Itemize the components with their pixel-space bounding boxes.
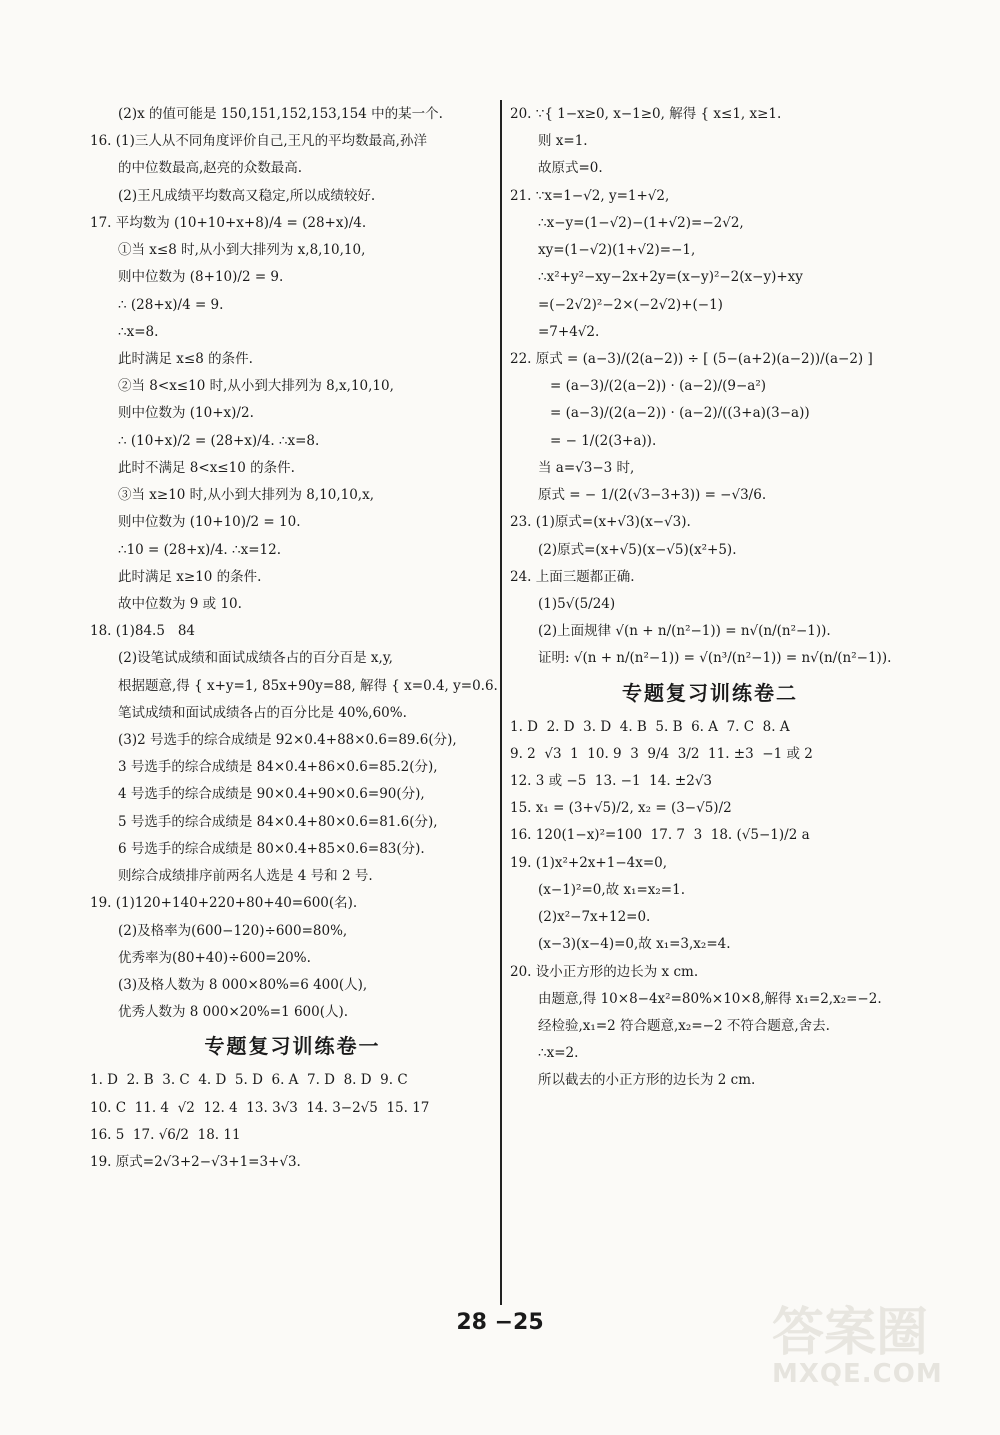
answer-line: =7+4√2. <box>538 323 600 340</box>
answer-line: 20. ∵{ 1−x≥0, x−1≥0, 解得 { x≤1, x≥1. <box>510 106 782 122</box>
left-column <box>90 100 498 1175</box>
answer-line: (3)2 号选手的综合成绩是 92×0.4+88×0.6=89.6(分), <box>118 732 457 749</box>
answer-line: (x−3)(x−4)=0,故 x₁=3,x₂=4. <box>538 936 731 953</box>
answer-line: ③当 x≥10 时,从小到大排列为 8,10,10,x, <box>118 487 374 504</box>
answer-line: 15. x₁ = (3+√5)/2, x₂ = (3−√5)/2 <box>510 800 732 817</box>
column-divider <box>500 100 502 1305</box>
answer-line: 1. D 2. B 3. C 4. D 5. D 6. A 7. D 8. D 9. C <box>90 1072 408 1089</box>
answer-line: 23. (1)原式=(x+√3)(x−√3). <box>510 514 691 531</box>
answer-line: 19. 原式=2√3+2−√3+1=3+√3. <box>90 1154 301 1171</box>
answer-line: 则 x=1. <box>538 133 588 150</box>
answer-line: 当 a=√3−3 时, <box>538 459 635 476</box>
answer-line: 此时满足 x≥10 的条件. <box>118 568 262 585</box>
watermark-site: MXQE.COM <box>772 1359 943 1389</box>
answer-line: ∴x=8. <box>118 323 159 340</box>
answer-line: 3 号选手的综合成绩是 84×0.4+86×0.6=85.2(分), <box>118 759 438 776</box>
answer-line: =(−2√2)²−2×(−2√2)+(−1) <box>538 296 723 313</box>
answer-line: 笔试成绩和面试成绩各占的百分比是 40%,60%. <box>118 704 407 721</box>
answer-line: 故原式=0. <box>538 160 603 177</box>
answer-line: 原式 = − 1/(2(√3−3+3)) = −√3/6. <box>538 487 767 504</box>
answer-line: 则中位数为 (10+10)/2 = 10. <box>118 514 301 531</box>
answer-line: ∴x−y=(1−√2)−(1+√2)=−2√2, <box>538 214 744 231</box>
answer-line: 19. (1)120+140+220+80+40=600(名). <box>90 895 358 912</box>
answer-line: 17. 平均数为 (10+10+x+8)/4 = (28+x)/4. <box>90 214 367 231</box>
answer-line: (2)王凡成绩平均数高又稳定,所以成绩较好. <box>118 187 376 204</box>
answer-line: 由题意,得 10×8−4x²=80%×10×8,解得 x₁=2,x₂=−2. <box>538 990 882 1007</box>
answer-line: 则综合成绩排序前两名人选是 4 号和 2 号. <box>118 868 373 885</box>
answer-line: ∴ (10+x)/2 = (28+x)/4. ∴x=8. <box>118 432 320 449</box>
answer-line: 优秀人数为 8 000×20%=1 600(人). <box>118 1004 349 1021</box>
answer-line: 经检验,x₁=2 符合题意,x₂=−2 不符合题意,舍去. <box>538 1018 830 1034</box>
answer-line: 9. 2 √3 1 10. 9 3 9/4 3/2 11. ±3 −1 或 2 <box>510 745 813 762</box>
answer-line: 则中位数为 (10+x)/2. <box>118 405 254 422</box>
answer-line: (2)原式=(x+√5)(x−√5)(x²+5). <box>538 541 737 558</box>
answer-line: ∴x=2. <box>538 1045 579 1062</box>
answer-line: 证明: √(n + n/(n²−1)) = √(n³/(n²−1)) = n√(n/(n²−1)). <box>538 650 892 667</box>
answer-line: 21. ∵x=1−√2, y=1+√2, <box>510 187 670 204</box>
answer-line: 所以截去的小正方形的边长为 2 cm. <box>538 1072 756 1089</box>
answer-line: 优秀率为(80+40)÷600=20%. <box>118 949 311 966</box>
answer-line: (2)及格率为(600−120)÷600=80%, <box>118 922 348 939</box>
watermark-text: 答案圈 <box>772 1303 929 1363</box>
answer-line: 22. 原式 = (a−3)/(2(a−2)) ÷ [ (5−(a+2)(a−2))/(a−2) ] <box>510 350 873 367</box>
answer-line: = − 1/(2(3+a)). <box>550 432 657 449</box>
answer-line: (2)x 的值可能是 150,151,152,153,154 中的某一个. <box>118 106 443 122</box>
answer-line: (2)上面规律 √(n + n/(n²−1)) = n√(n/(n²−1)). <box>538 623 831 640</box>
answer-line: ①当 x≤8 时,从小到大排列为 x,8,10,10, <box>118 242 366 259</box>
answer-line: = (a−3)/(2(a−2)) · (a−2)/(9−a²) <box>550 378 767 395</box>
answer-line: (1)5√(5/24) <box>538 595 616 612</box>
answer-line: (2)设笔试成绩和面试成绩各占的百分百是 x,y, <box>118 650 393 667</box>
answer-line: (3)及格人数为 8 000×80%=6 400(人), <box>118 977 368 993</box>
answer-line: 5 号选手的综合成绩是 84×0.4+80×0.6=81.6(分), <box>118 813 438 830</box>
answer-line: xy=(1−√2)(1+√2)=−1, <box>538 242 696 259</box>
answer-line: (x−1)²=0,故 x₁=x₂=1. <box>538 881 685 898</box>
right-column <box>510 100 910 1094</box>
answer-line: 16. 5 17. √6/2 18. 11 <box>90 1126 241 1143</box>
answer-line: 24. 上面三题都正确. <box>510 568 635 585</box>
answer-line: 根据题意,得 { x+y=1, 85x+90y=88, 解得 { x=0.4, y=0.6. <box>118 677 498 694</box>
watermark-logo <box>772 1303 982 1417</box>
section-title: 专题复习训练卷一 <box>204 1034 381 1059</box>
answer-line: 此时满足 x≤8 的条件. <box>118 350 253 367</box>
answer-line: (2)x²−7x+12=0. <box>538 909 651 926</box>
answer-line: 则中位数为 (8+10)/2 = 9. <box>118 269 284 286</box>
answer-line: 此时不满足 8<x≤10 的条件. <box>118 459 295 476</box>
answer-line: 的中位数最高,赵亮的众数最高. <box>118 160 303 177</box>
answer-line: 10. C 11. 4 √2 12. 4 13. 3√3 14. 3−2√5 15. 17 <box>90 1099 430 1116</box>
answer-line: = (a−3)/(2(a−2)) · (a−2)/((3+a)(3−a)) <box>550 405 810 422</box>
answer-line: 16. 120(1−x)²=100 17. 7 3 18. (√5−1)/2 a <box>510 827 810 844</box>
answer-line: ∴ (28+x)/4 = 9. <box>118 296 224 313</box>
answer-line: ∴x²+y²−xy−2x+2y=(x−y)²−2(x−y)+xy <box>538 269 803 286</box>
answer-line: 16. (1)三人从不同角度评价自己,王凡的平均数最高,孙洋 <box>90 133 427 150</box>
answer-line: 12. 3 或 −5 13. −1 14. ±2√3 <box>510 773 713 790</box>
answer-line: 20. 设小正方形的边长为 x cm. <box>510 963 699 980</box>
answer-line: 18. (1)84.5 84 <box>90 623 195 640</box>
answer-line: 1. D 2. D 3. D 4. B 5. B 6. A 7. C 8. A <box>510 718 790 735</box>
answer-line: ②当 8<x≤10 时,从小到大排列为 8,x,10,10, <box>118 378 394 395</box>
answer-line: 19. (1)x²+2x+1−4x=0, <box>510 854 668 871</box>
answer-line: 6 号选手的综合成绩是 80×0.4+85×0.6=83(分). <box>118 840 425 857</box>
answer-line: 4 号选手的综合成绩是 90×0.4+90×0.6=90(分), <box>118 786 425 803</box>
answer-line: 故中位数为 9 或 10. <box>118 595 242 612</box>
page-number: 28 −25 <box>456 1310 544 1335</box>
section-title: 专题复习训练卷二 <box>622 680 798 705</box>
answer-line: ∴10 = (28+x)/4. ∴x=12. <box>118 541 282 558</box>
